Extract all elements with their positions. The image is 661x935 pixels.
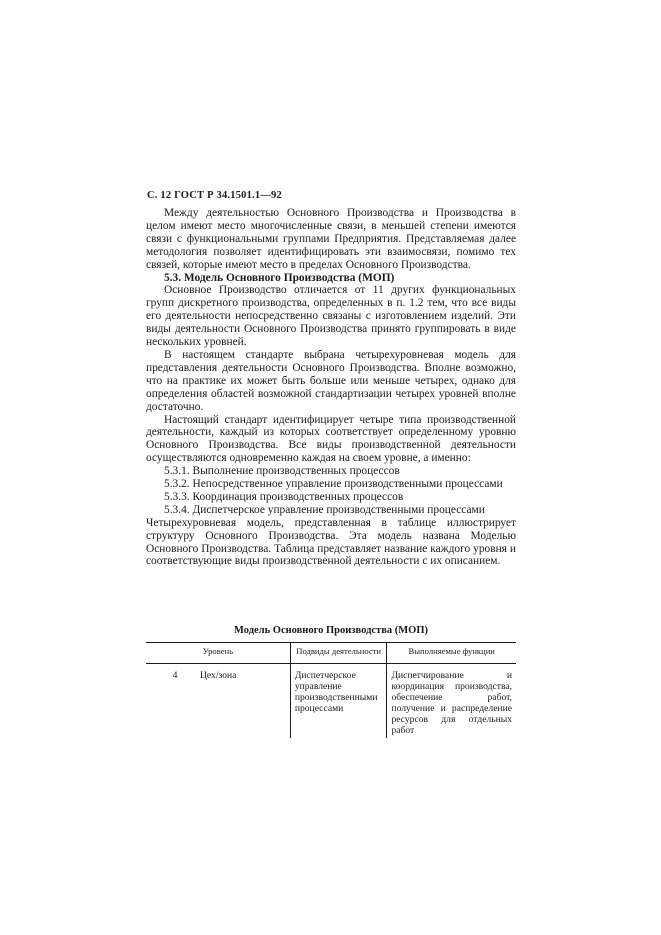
list-item-5-3-1: 5.3.1. Выполнение производственных процессов [164, 465, 400, 478]
table-header-row [146, 643, 516, 664]
cell-function: Диспетчирование и координация производства, обеспечение работ, получение и распределение ресурсов для отдельных работ [387, 663, 516, 738]
header-functions: Выполняемые функции [387, 643, 516, 664]
header-subtypes: Подвиды деятельности [290, 643, 387, 664]
paragraph-main-production: Основное Производство отличается от 11 других функциональных групп дискретного производства, определенных в п. 1.2 тем, что все виды его деятельности непосредственно связаны с изготовлением изделий. Эти виды деятельности Основного Производства принято группировать в виде нескольких уровней. [146, 284, 516, 349]
list-item-5-3-3: 5.3.3. Координация производственных процессов [164, 490, 404, 503]
list-item-5-3-2: 5.3.2. Непосредственное управление производственными процессами [164, 478, 503, 491]
cell-level-number: 4 [172, 669, 178, 681]
section-heading-5-3: 5.3. Модель Основного Производства (МОП) [164, 271, 395, 284]
table-title: Модель Основного Производства (МОП) [234, 625, 428, 636]
cell-level [146, 663, 290, 738]
paragraph-activity-types: Настоящий стандарт идентифицирует четыре типа производственной деятельности, каждый из которых соответствует определенному уровню Основного Производства. Все виды производственной деятельности осуществляются одновременно каждая на своем уровне, а именно: [146, 413, 516, 465]
cell-subtype: Диспетчерское управление производственными процессами [290, 663, 387, 738]
cell-level-name: Цех/зона [200, 669, 237, 681]
table-row [146, 663, 516, 738]
paragraph-four-level-model: В настоящем стандарте выбрана четырехуровневая модель для представления деятельности Основного Производства. Вполне возможно, что на практике их может быть больше или меньше четырех, однако для определения областей возможной стандартизации четырех уровней вполне достаточно. [146, 348, 516, 413]
header-level: Уровень [146, 643, 290, 664]
document-body [146, 207, 516, 568]
list-item-5-3-4: 5.3.4. Диспетчерское управление производственными процессами [164, 503, 485, 516]
paragraph-model-table-intro: Четырехуровневая модель, представленная в таблице иллюстрирует структуру Основного Производства. Эта модель названа Моделью Основного Производства. Таблица представляет название каждого уровня и соответствующие виды производственной деятельности с их описанием. [146, 516, 516, 568]
mop-table [146, 642, 516, 738]
paragraph-intro: Между деятельностью Основного Производства и Производства в целом имеют место многочисленные связи, в меньшей степени имеются связи с функциональными группами Предприятия. Представляемая далее методология позволяет идентифицировать эти взаимосвязи, помимо тех связей, которые имеют место в пределах Основного Производства. [146, 207, 516, 271]
page-header: С. 12 ГОСТ Р 34.1501.1—92 [147, 190, 282, 201]
